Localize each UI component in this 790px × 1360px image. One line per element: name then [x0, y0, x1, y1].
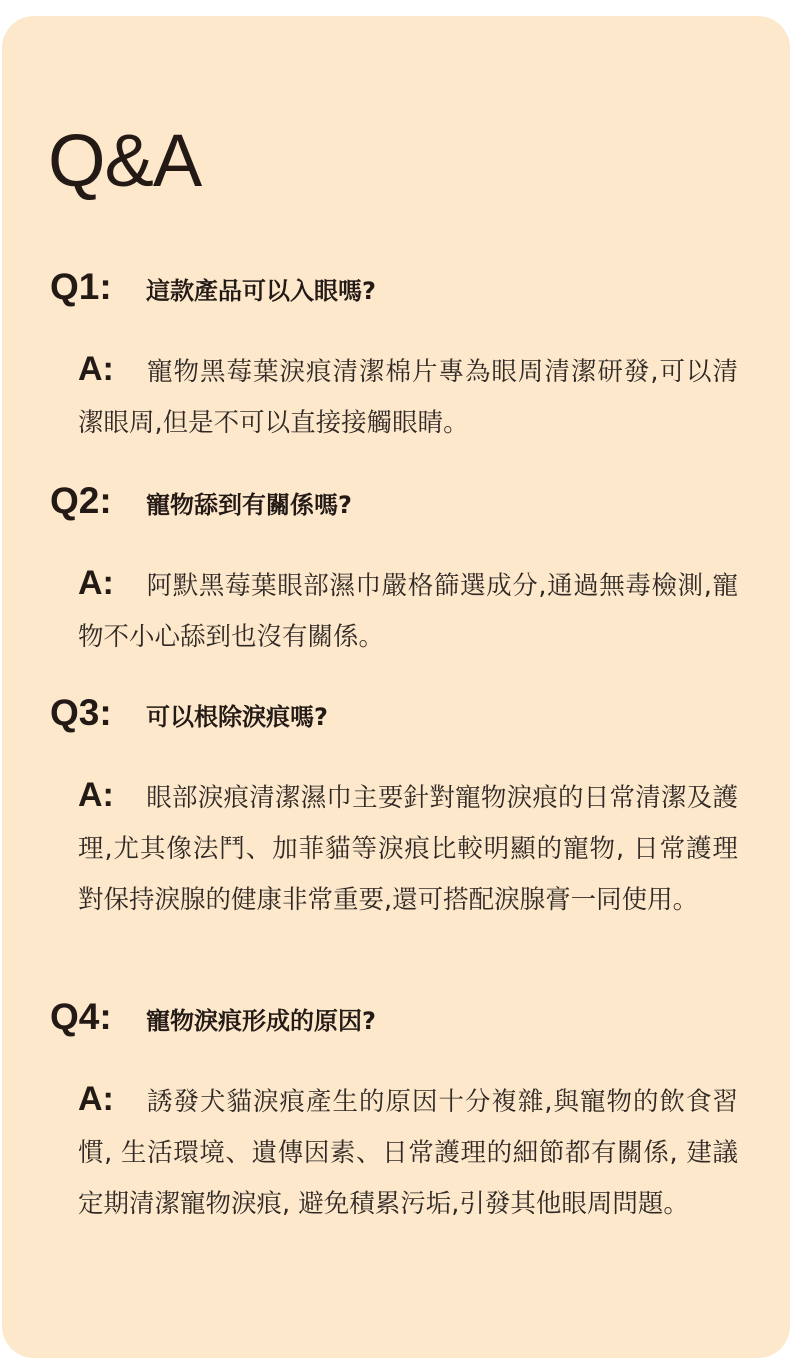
qa-item-4: [50, 996, 740, 1230]
answer-text-block: [78, 344, 738, 449]
answer-label: A:: [78, 1080, 114, 1118]
qa-item-1: [50, 266, 740, 449]
answer-text-block: [78, 558, 738, 663]
qa-item-3: [50, 692, 740, 926]
question-number: Q2:: [50, 480, 112, 521]
answer-text: 眼部淚痕清潔濕巾主要針對寵物淚痕的日常清潔及護理,尤其像法鬥、加菲貓等淚痕比較明顯的寵物, 日常護理對保持淚腺的健康非常重要,還可搭配淚腺膏一同使用。: [78, 783, 738, 915]
answer-text: 阿默黑莓葉眼部濕巾嚴格篩選成分,通過無毒檢測,寵物不小心舔到也沒有關係。: [78, 571, 738, 652]
answer-label: A:: [78, 564, 114, 602]
qa-card: [2, 16, 790, 1358]
question-number: Q4:: [50, 996, 112, 1037]
question-row: [50, 480, 740, 534]
qa-item-2: [50, 480, 740, 663]
answer-text-block: [78, 770, 738, 926]
answer-text: 誘發犬貓淚痕產生的原因十分複雜,與寵物的飲食習慣, 生活環境、遺傳因素、日常護理的細節都有關係, 建議定期清潔寵物淚痕, 避免積累污垢,引發其他眼周問題。: [78, 1087, 738, 1219]
question-text: 寵物淚痕形成的原因?: [146, 1007, 376, 1035]
answer-label: A:: [78, 776, 114, 814]
question-text: 這款產品可以入眼嗎?: [146, 277, 376, 305]
question-row: [50, 692, 740, 746]
page-title: Q&A: [48, 119, 202, 202]
answer-label: A:: [78, 350, 114, 388]
answer-text-block: [78, 1074, 738, 1230]
question-number: Q1:: [50, 266, 112, 307]
answer-text: 寵物黑莓葉淚痕清潔棉片專為眼周清潔研發,可以清潔眼周,但是不可以直接接觸眼睛。: [78, 357, 738, 438]
question-text: 寵物舔到有關係嗎?: [146, 491, 352, 519]
question-number: Q3:: [50, 692, 112, 733]
question-row: [50, 996, 740, 1050]
question-text: 可以根除淚痕嗎?: [146, 703, 328, 731]
question-row: [50, 266, 740, 320]
